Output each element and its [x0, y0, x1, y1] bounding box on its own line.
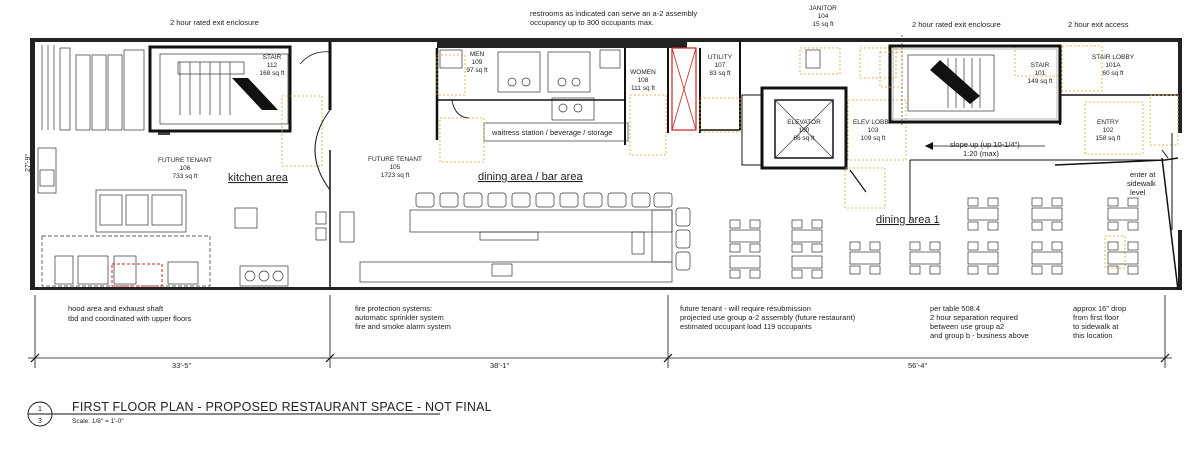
room-area-tenant-106: 733 sq ft [172, 173, 198, 180]
note-table-line-2: 2 hour separation required [930, 313, 1018, 322]
room-number-stair-112: 112 [266, 62, 278, 69]
door-swing-men [437, 55, 465, 95]
room-name-entry: ENTRY [1097, 119, 1119, 126]
room-number-entry: 102 [1102, 127, 1114, 134]
note-table-line-4: and group b - business above [930, 331, 1029, 340]
room-number-stair-101: 101 [1034, 70, 1046, 77]
drawing-title: FIRST FLOOR PLAN - PROPOSED RESTAURANT SPACE - NOT FINAL [72, 400, 492, 414]
room-area-stair-lobby: 60 sq ft [1102, 70, 1124, 77]
janitor-area: 15 sq ft [812, 21, 834, 28]
room-name-men: MEN [469, 51, 485, 58]
room-number-tenant-105: 105 [389, 164, 401, 171]
drawing-scale: Scale: 1/8" = 1'-0" [72, 418, 124, 425]
note-tenant-line-1: future tenant - will require resubmission [680, 304, 811, 313]
room-area-stair-112: 168 sq ft [259, 70, 285, 77]
note-exit-enclosure-left: 2 hour rated exit enclosure [170, 18, 259, 27]
note-drop-line-4: this location [1073, 331, 1113, 340]
room-name-women: WOMEN [630, 69, 656, 76]
drawing-number: 1 [38, 406, 42, 413]
room-number-tenant-106: 106 [179, 165, 191, 172]
label-slope-ratio: 1:20 (max) [963, 149, 999, 158]
dimension-segment-1: 33'-5" [172, 361, 192, 370]
label-slope-up: slope up (up 10-1/4") [950, 140, 1020, 149]
note-hood-line-1: hood area and exhaust shaft [68, 304, 164, 313]
room-area-utility: 83 sq ft [709, 70, 731, 77]
room-name-stair-112: STAIR [262, 54, 282, 61]
room-area-women: 111 sq ft [631, 85, 655, 92]
storefront-entrance [1055, 133, 1178, 290]
room-number-women: 108 [637, 77, 649, 84]
room-number-elevator: 100 [798, 127, 810, 134]
room-number-stair-lobby: 101A [1105, 62, 1121, 69]
room-number-utility: 107 [714, 62, 726, 69]
partition-walls-left [300, 42, 330, 287]
room-area-elevator: 66 sq ft [793, 135, 815, 142]
label-waitress-station: waitress station / beverage / storage [492, 128, 613, 137]
room-number-men: 109 [471, 59, 483, 66]
room-area-men: 97 sq ft [466, 67, 488, 74]
room-name-stair-101: STAIR [1030, 62, 1050, 69]
room-name-stair-lobby: STAIR LOBBY [1091, 54, 1135, 61]
note-drop-line-3: to sidewalk at [1073, 322, 1119, 331]
room-area-stair-101: 149 sq ft [1027, 78, 1053, 85]
room-area-tenant-105: 1723 sq ft [380, 172, 410, 179]
dining-tables [730, 198, 1138, 278]
elevator-core [742, 88, 906, 208]
note-hood-line-2: tbd and coordinated with upper floors [68, 314, 192, 323]
note-fire-line-3: fire and smoke alarm system [355, 322, 451, 331]
note-tenant-line-2: projected use group a-2 assembly (future restaurant) [680, 313, 856, 322]
label-enter-line-3: level [1130, 188, 1146, 197]
note-tenant-line-3: estimated occupant load 119 occupants [680, 322, 812, 331]
exterior-walls [30, 38, 1182, 290]
dimension-segment-3: 56'-4" [908, 361, 928, 370]
door-swing-women [630, 95, 666, 155]
label-dining-bar-area: dining area / bar area [478, 171, 583, 183]
note-fire-line-1: fire protection systems: [355, 304, 433, 313]
room-area-elev-lobby: 109 sq ft [860, 135, 886, 142]
note-fire-line-2: automatic sprinkler system [355, 313, 444, 322]
dimension-depth: 27'-9" [25, 154, 32, 172]
door-swing-restroom-corridor [440, 118, 484, 162]
note-table-line-1: per table 508.4 [930, 304, 981, 313]
note-exit-access: 2 hour exit access [1068, 20, 1129, 29]
dimension-segment-2: 38'-1" [490, 361, 510, 370]
bar-counter [316, 193, 690, 282]
room-name-utility: UTILITY [707, 54, 733, 61]
room-area-entry: 158 sq ft [1095, 135, 1121, 142]
label-enter-line-1: enter at [1130, 170, 1156, 179]
note-restrooms-line-2: occupancy up to 300 occupants max. [530, 18, 654, 27]
note-drop-line-2: from first floor [1073, 313, 1119, 322]
room-name-tenant-106: FUTURE TENANT [157, 157, 213, 164]
room-name-elevator: ELEVATOR [787, 119, 821, 126]
note-restrooms-line-1: restrooms as indicated can serve an a-2 assembly [530, 9, 698, 18]
room-name-elev-lobby: ELEV LOBBY [852, 119, 894, 126]
label-enter-line-2: sidewalk [1127, 179, 1156, 188]
sheet-number: 3 [38, 418, 42, 425]
label-dining-area-1: dining area 1 [876, 214, 940, 226]
note-table-line-3: between use group a2 [930, 322, 1005, 331]
note-exit-enclosure-right: 2 hour rated exit enclosure [912, 20, 1001, 29]
janitor-number: 104 [817, 13, 829, 20]
label-kitchen-area: kitchen area [228, 172, 288, 184]
janitor-label: JANITOR [809, 5, 837, 12]
room-name-tenant-105: FUTURE TENANT [367, 156, 423, 163]
room-number-elev-lobby: 103 [867, 127, 879, 134]
note-drop-line-1: approx 16" drop [1073, 304, 1127, 313]
